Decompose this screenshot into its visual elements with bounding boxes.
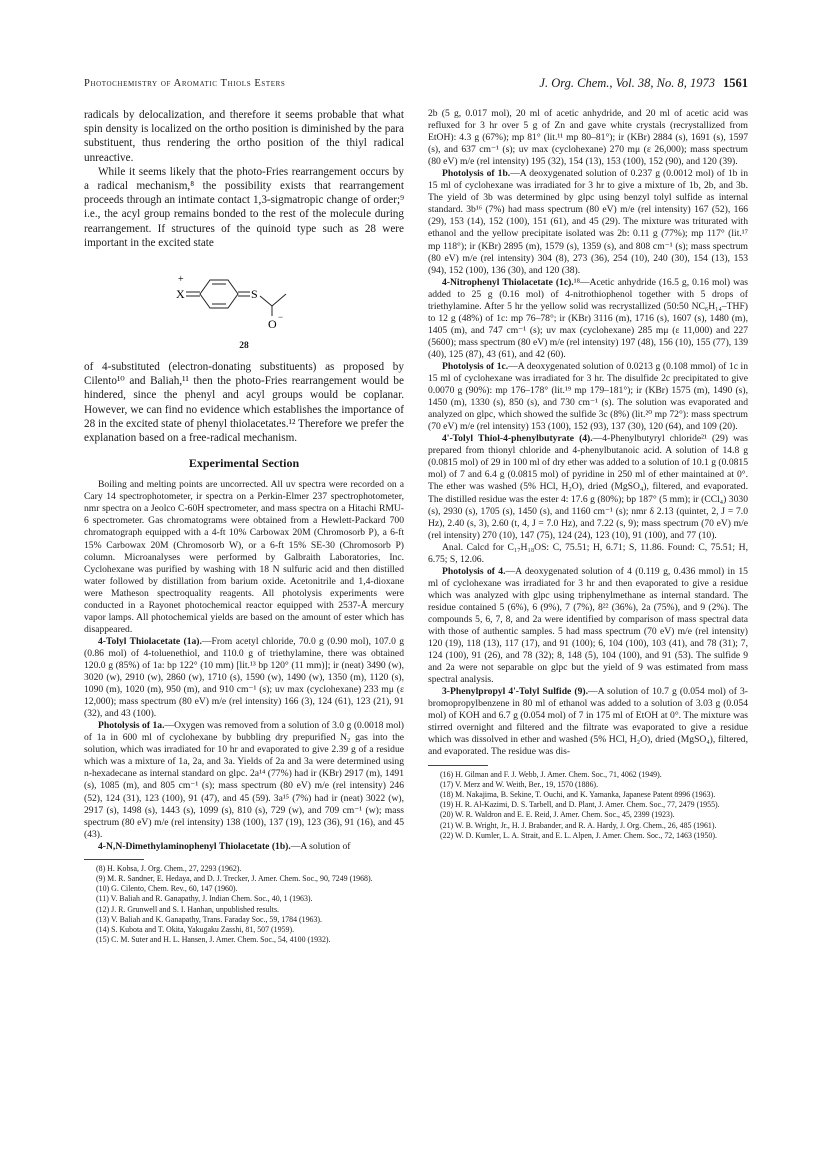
- footnote: (16) H. Gilman and F. J. Webb, J. Amer. Chem. Soc., 71, 4062 (1949).: [440, 769, 662, 779]
- paragraph: Boiling and melting points are uncorrected. All uv spectra were recorded on a Cary 14 spectrophotometer, ir spectra on a Perkin-Elmer 237 spectrophotometer, nmr spectra on a Jeolco C-60H spectrometer, and mass spectra on a Hitachi RMU-6 spectrometer. Gas chromatograms were obtained from a Hewlett-Packard 700 chromatograph equipped with a 4-ft 10% Carbowax 20M (Chromosorb P), a 6-ft 15% Carbowax 20M (Chromosorb W), or a 6-ft 15% SE-30 (Chromosorb P) column. Microanalyses were performed by Galbraith Laboratories, Inc. Cyclohexane was purified by washing with 18 N sulfuric acid and then distilled water followed by distillation from barium oxide. Acetonitrile and 1,4-dioxane were Matheson spectroquality reagents. All photolysis experiments were conducted in a Rayonet photochemical reactor equipped with 2537-Å mercury vapor lamps. All photochemical yields are based on the amount of ester which has disappeared.: [84, 479, 404, 635]
- running-header: [84, 78, 748, 94]
- paragraph-body: —Oxygen was removed from a solution of 3.0 g (0.0018 mol) of 1a in 600 ml of cyclohexane by bubbling dry prepurified N₂ gas into the solution, which was irradiated for 10 hr and evaporated to give 2.39 g of a residue which was a mixture of 1a, 2a, and 3a. Yields of 2a and 3a were determined using n-hexadecane as internal standard on glpc. 2a¹⁴ (77%) had ir (KBr) 2917 (m), 1491 (s), 1085 (m), and 805 cm⁻¹ (s); mass spectrum (80 eV) m/e (rel intensity) 246 (52), 124 (31), 123 (100), 91 (47), and 45 (59). 3a¹⁵ (7%) had ir (neat) 3022 (w), 2917 (s), 1498 (s), 1443 (s), 1099 (s), 810 (s), 729 (w), and 709 cm⁻¹ (w); mass spectrum (80 eV) m/e (rel intensity) 138 (100), 137 (19), 123 (36), 91 (16), and 45 (43).: [84, 720, 404, 840]
- atom-o: O: [268, 317, 277, 332]
- paragraph-body: —A deoxygenated solution of 0.237 g (0.0012 mol) of 1b in 15 ml of cyclohexane was irradiated for 3 hr to give a mixture of 1b, 2b, and 3b. The yield of 3b was determined by glpc using benzyl tolyl sulfide as internal standard. 3b¹⁶ (7%) had mass spectrum (80 eV) m/e (rel intensity) 167 (52), 166 (29), 153 (14), 152 (100), 151 (61), and 45 (29). The mixture was triturated with ethanol and the yellow precipitate isolated was 2b: 0.11 g (77%); mp 117° (lit.¹⁷ mp 118°); ir (KBr) 2895 (m), 1579 (s), 1359 (s), and 808 cm⁻¹ (s); mass spectrum (80 eV) m/e (rel intensity) 304 (8), 273 (36), 254 (10), 240 (30), 154 (13), 153 (94), 152 (100), 136 (30), and 120 (38).: [428, 168, 748, 276]
- paragraph-body: ¹⁸—Acetic anhydride (16.5 g, 0.16 mol) was added to 25 g (0.16 mol) of 4-nitrothiophenol together with 5 drops of triethylamine. After 5 hr the yellow solid was recrystallized (50:50 NC₆H₁₄–THF) to 12 g (48%) of 1c: mp 76–78°; ir (KBr) 3116 (m), 1716 (s), 1607 (s), 1480 (m), 1405 (m), and 747 cm⁻¹ (s); uv max (cyclohexane) 285 mμ (ε 11,000) and 227 (5600); mass spectrum (80 eV) m/e (rel intensity) 197 (48), 156 (10), 155 (77), 139 (40), 125 (87), 43 (61), and 42 (60).: [428, 276, 748, 360]
- atom-s: S: [251, 287, 258, 302]
- footnotes: [84, 864, 404, 946]
- paragraph: [428, 686, 748, 758]
- plus-charge: +: [178, 274, 184, 286]
- paragraph-body: —A solution of 10.7 g (0.054 mol) of 3-bromopropylbenzene in 80 ml of ethanol was added to a solution of 3.03 g (0.054 mol) of KOH and 6.7 g (0.054 mol) of 7 in 175 ml of EtOH at 0°. The mixture was stirred overnight and filtered and the filtrate was evaporated to give a residue which was dissolved in ether and washed (5% HCl, H₂O), dried (MgSO₄), filtered, and evaporated. The residue was dis-: [428, 686, 748, 758]
- run-in-heading: Photolysis of 1a.: [98, 720, 165, 732]
- paragraph: 2b (5 g, 0.017 mol), 20 ml of acetic anhydride, and 20 ml of acetic acid was refluxed for 3 hr over 5 g of Zn and gave white crystals (recrystallized from EtOH): 4.3 g (67%); mp 81° (lit.¹¹ mp 80–81°); ir (KBr) 2884 (s), 1691 (s), 1597 (s), and 637 cm⁻¹ (s); uv max (cyclohexane) 270 mμ (ε 26,000); mass spectrum (80 eV) m/e (rel intensity) 195 (32), 154 (13), 153 (100), 152 (90), and 120 (39).: [428, 108, 748, 168]
- footnote: (15) C. M. Suter and H. L. Hansen, J. Amer. Chem. Soc., 54, 4100 (1932).: [96, 935, 331, 945]
- paragraph: Anal. Calcd for C₁₇H₁₈OS: C, 75.51; H, 6.71; S, 11.86. Found: C, 75.51; H, 6.75; S, 12.06.: [428, 541, 748, 565]
- paragraph: [428, 433, 748, 541]
- run-in-heading: 4'-Tolyl Thiol-4-phenylbutyrate (4).: [442, 433, 593, 445]
- footnote: (10) G. Cilento, Chem. Rev., 60, 147 (1960).: [96, 884, 238, 894]
- quinoid-structure-diagram: [176, 258, 316, 338]
- chemical-structure: [84, 250, 404, 360]
- footnote-rule: [84, 859, 144, 860]
- paragraph-body: —A deoxygenated solution of 0.0213 g (0.108 mmol) of 1c in 15 ml of cyclohexane was irradiated for 3 hr. The disulfide 2c precipitated to give 0.0070 g (90%): mp 176–178° (lit.¹⁹ mp 179–181°); ir (KBr) 1575 (m), 1490 (s), 1450 (m), 1330 (s), 850 (s), and 730 cm⁻¹ (s). The solution was evaporated and analyzed on glpc, which showed the sulfide 3c (8%) (lit.²⁰ mp 72°): mass spectrum (70 eV) m/e (rel intensity) 153 (100), 152 (93), 137 (30), 120 (64), and 109 (20).: [428, 360, 748, 433]
- footnote: (19) H. R. Al-Kazimi, D. S. Tarbell, and D. Plant, J. Amer. Chem. Soc., 77, 2479 (1955).: [440, 800, 720, 810]
- footnote: (11) V. Baliah and R. Ganapathy, J. Indian Chem. Soc., 40, 1 (1963).: [96, 894, 313, 904]
- paragraph: [84, 841, 404, 853]
- paragraph: [84, 636, 404, 720]
- paragraph-body: —A solution of: [290, 840, 351, 852]
- run-in-heading: Photolysis of 4.: [442, 565, 506, 577]
- paragraph-body: —A deoxygenated solution of 4 (0.119 g, 0.436 mmol) in 15 ml of cyclohexane was irradiated for 3 hr and then evaporated to give a residue which was analyzed with glpc using triphenylmethane as internal standard. The residue contained 5 (6%), 6 (9%), 7 (7%), 8²² (36%), 2a (75%), and 9 (2%). The compounds 5, 6, 7, 8, and 2a were identified by comparison of mass spectral data with those of authentic samples. 5 had mass spectrum (70 eV) m/e (rel intensity) 120 (19), 118 (13), 117 (17), and 91 (100); 6, 104 (100), 103 (41), and 78 (31); 7, 124 (100), 91 (26), and 78 (32); 8, 148 (5), 104 (100), and 91 (53). The sulfide 9 and 2a were not separable on glpc but the yield of 9 was estimated from mass spectral analysis.: [428, 565, 748, 686]
- footnote: (20) W. R. Waldron and E. E. Reid, J. Amer. Chem. Soc., 45, 2399 (1923).: [440, 810, 675, 820]
- left-column: [84, 108, 404, 945]
- atom-x: X: [176, 287, 185, 302]
- footnote: (17) V. Merz and W. Weith, Ber., 19, 1570 (1886).: [440, 779, 599, 789]
- footnote: (14) S. Kubota and T. Okita, Yakugaku Zasshi, 81, 507 (1959).: [96, 924, 295, 934]
- structure-label: 28: [239, 341, 249, 352]
- section-heading: Experimental Section: [188, 456, 300, 471]
- journal-name: J. Org. Chem., Vol. 38, No. 8, 1973: [539, 76, 715, 90]
- paragraph-body: —4-Phenylbutyryl chloride²¹ (29) was prepared from thionyl chloride and 4-phenylbutanoic acid. A solution of 14.8 g (0.0815 mol) of 29 in 100 ml of dry ether was added to a solution of 10.1 g (0.0815 mol) of 7 and 6.4 g (0.0815 mol) of pyridine in 250 ml of ether maintained at 0°. The ether was washed (5% HCl, H₂O), dried (MgSO₄), filtered, and evaporated. The distilled residue was the ester 4: 17.6 g (80%); bp 187° (5 mm); ir (CCl₄) 3030 (s), 2930 (s), 1705 (s), 1450 (s), and 1160 cm⁻¹ (s); nmr δ 2.13 (quintet, 2, J = 7.0 Hz), 2.40 (s, 3), 2.60 (t, 4, J = 7.0 Hz), and 7.22 (s, 9); mass spectrum (70 eV) m/e (rel intensity) 270 (10), 147 (75), 124 (24), 123 (10), 91 (100), and 77 (10).: [428, 433, 749, 541]
- footnote: (18) M. Nakajima, B. Sekine, T. Ouchi, and K. Yamanka, Japanese Patent 8996 (1963).: [440, 789, 716, 799]
- paragraph: [428, 361, 748, 433]
- minus-charge: −: [278, 312, 284, 323]
- footnote: (12) J. R. Grunwell and S. I. Hanhan, unpublished results.: [96, 904, 279, 914]
- paragraph: While it seems likely that the photo-Fries rearrangement occurs by a radical mechanism,⁸ the possibility exists that rearrangement proceeds through an intimate contact 1,3-sigmatropic change of order;⁹ i.e., the acyl group remains bonded to the rest of the molecule during rearrangement. If structures of the quinoid type such as 28 were important in the excited state: [84, 165, 404, 249]
- run-in-heading: 4-Nitrophenyl Thiolacetate (1c).: [442, 276, 574, 288]
- run-in-heading: 4-N,N-Dimethylaminophenyl Thiolacetate (1b).: [98, 840, 291, 852]
- run-in-heading: 3-Phenylpropyl 4'-Tolyl Sulfide (9).: [442, 686, 588, 698]
- paragraph: [428, 277, 748, 361]
- footnotes: [428, 770, 748, 841]
- right-column: [428, 108, 748, 841]
- footnote-rule: [428, 765, 488, 766]
- run-in-heading: 4-Tolyl Thiolacetate (1a).: [98, 635, 202, 647]
- paragraph: radicals by delocalization, and therefore it seems probable that what spin density is localized on the ortho position is diminished by the para substituent, thus rendering the ortho position of the thiyl radical unreactive.: [84, 109, 404, 164]
- paragraph: [84, 720, 404, 840]
- paragraph: [428, 168, 748, 276]
- paragraph: [428, 566, 748, 686]
- run-in-heading: Photolysis of 1b.: [442, 168, 511, 180]
- running-title: Photochemistry of Aromatic Thiols Esters: [84, 78, 286, 89]
- page-number: 1561: [723, 76, 748, 90]
- paragraph-body: —From acetyl chloride, 70.0 g (0.90 mol), 107.0 g (0.86 mol) of 4-toluenethiol, and 110.0 g of triethylamine, there was obtained 120.0 g (85%) of 1a: bp 122° (10 mm) [lit.¹³ bp 120° (11 mm)]; ir (neat) 3490 (w), 3020 (w), 2910 (w), 2860 (w), 1710 (s), 1590 (w), 1490 (w), 1350 (m), 1120 (s), 1090 (m), 1020 (m), 950 (m), and 910 cm⁻¹ (s); uv max (cyclohexane) 233 mμ (ε 12,000); mass spectrum (80 eV) m/e (rel intensity) 166 (3), 124 (61), 123 (21), 91 (32), and 43 (100).: [84, 635, 404, 720]
- footnote: (22) W. D. Kumler, L. A. Strait, and E. L. Alpen, J. Amer. Chem. Soc., 72, 1463 (1950).: [440, 830, 717, 840]
- footnote: (13) V. Baliah and K. Ganapathy, Trans. Faraday Soc., 59, 1784 (1963).: [96, 914, 323, 924]
- footnote: (21) W. B. Wright, Jr., H. J. Brabander, and R. A. Hardy, J. Org. Chem., 26, 485 (1961).: [440, 820, 717, 830]
- journal-citation: [539, 76, 748, 91]
- run-in-heading: Photolysis of 1c.: [442, 360, 509, 372]
- footnote: (8) H. Kobsa, J. Org. Chem., 27, 2293 (1962).: [96, 863, 242, 873]
- footnote: (9) M. R. Sandner, E. Hedaya, and D. J. Trecker, J. Amer. Chem. Soc., 90, 7249 (1968).: [96, 873, 373, 883]
- paragraph: of 4-substituted (electron-donating substituents) as proposed by Cilento¹⁰ and Baliah,¹¹ then the photo-Fries rearrangement would be hindered, since the phenyl and acyl groups would be coplanar. However, we can find no evidence which establishes the importance of 28 in the excited state of phenyl thiolacetates.¹² Therefore we prefer the explanation based on a free-radical mechanism.: [84, 361, 404, 445]
